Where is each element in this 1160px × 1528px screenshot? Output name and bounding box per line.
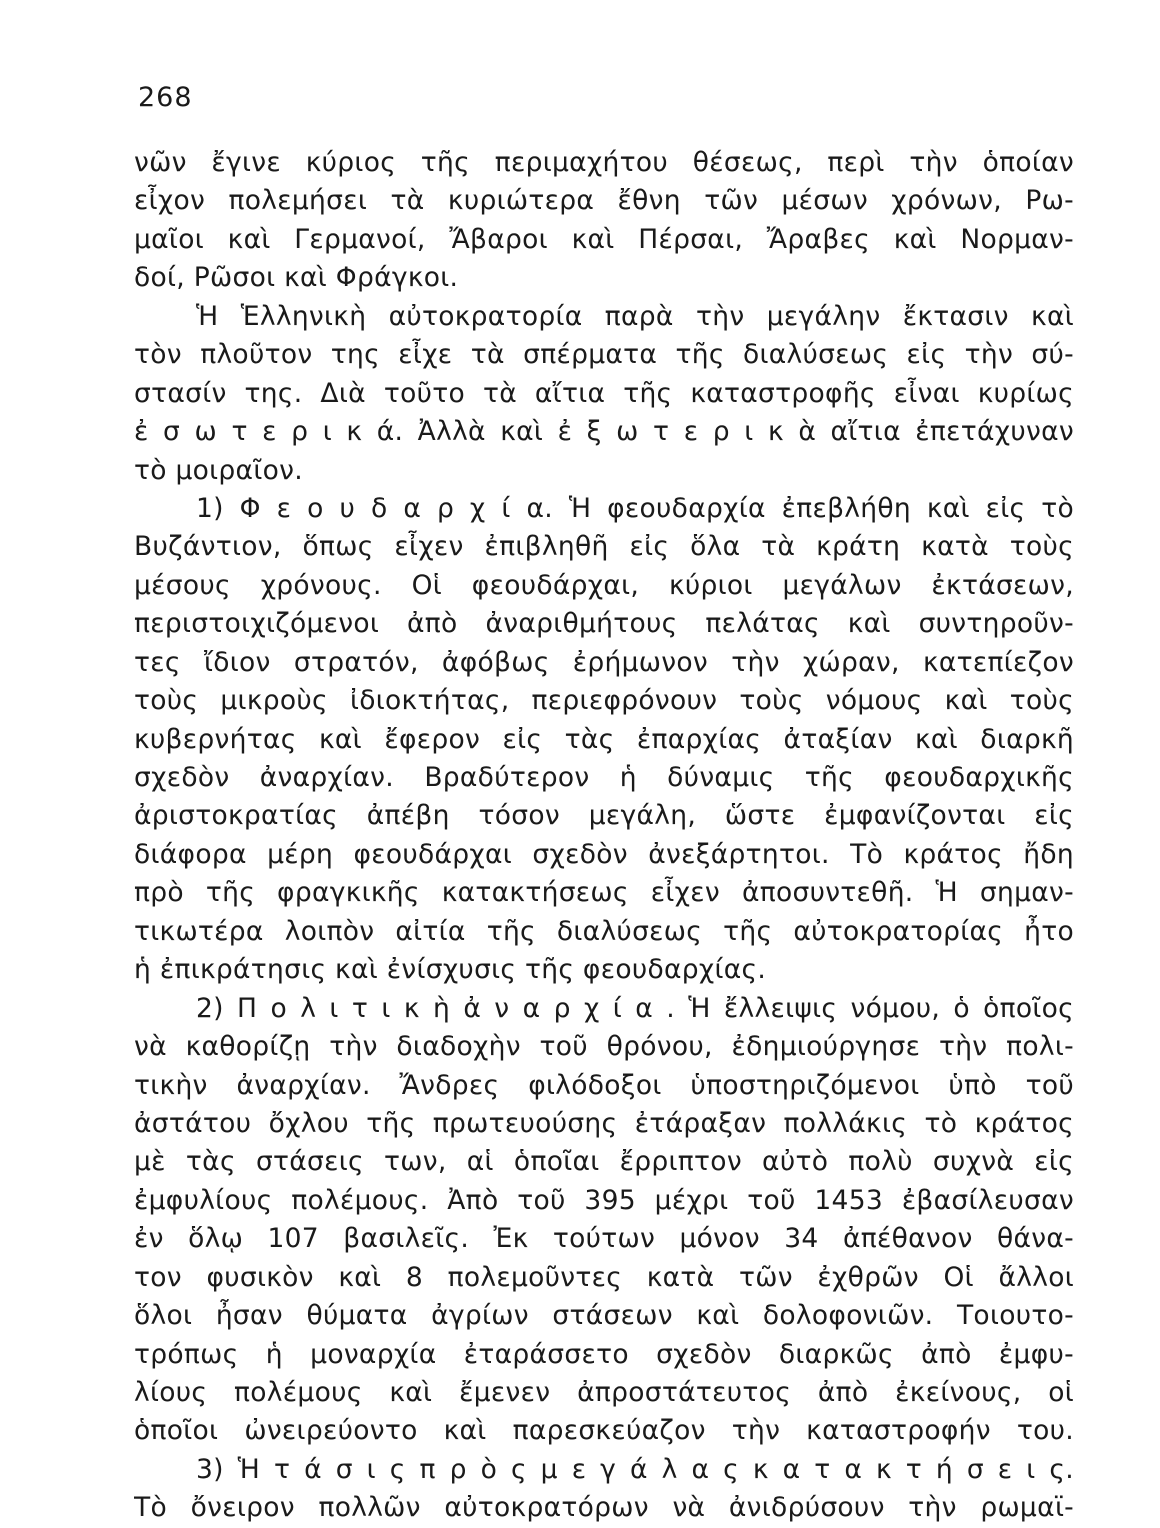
text-line: διάφορα μέρη φεουδάρχαι σχεδὸν ἀνεξάρτητοι. Τὸ κράτος ἤδη — [134, 838, 1074, 870]
text-line: ἀριστοκρατίας ἀπέβη τόσον μεγάλη, ὥστε ἐμφανίζονται εἰς — [134, 800, 1074, 832]
text-line: Ἡ Ἑλληνικὴ αὐτοκρατορία παρὰ τὴν μεγάλην ἔκτασιν καὶ — [196, 300, 1074, 332]
text-line: μὲ τὰς στάσεις των, αἱ ὁποῖαι ἔρριπτον αὐτὸ πολὺ συχνὰ εἰς — [134, 1146, 1074, 1178]
text-line: τες ἴδιον στρατόν, ἀφόβως ἐρήμωνον τὴν χώραν, κατεπίεζον — [134, 646, 1074, 678]
text-line: κυβερνήτας καὶ ἔφερον εἰς τὰς ἐπαρχίας ἀταξίαν καὶ διαρκῆ — [134, 723, 1074, 755]
text-line: τικὴν ἀναρχίαν. Ἄνδρες φιλόδοξοι ὑποστηριζόμενοι ὑπὸ τοῦ — [134, 1069, 1074, 1101]
page-body — [134, 144, 1074, 1528]
text-line: ἀστάτου ὄχλου τῆς πρωτευούσης ἐτάραξαν πολλάκις τὸ κράτος — [134, 1107, 1074, 1139]
text-line: ὁποῖοι ὠνειρεύοντο καὶ παρεσκεύαζον τὴν καταστροφήν του. — [134, 1415, 1074, 1447]
text-line: 2) Π ο λ ι τ ι κ ὴ ἀ ν α ρ χ ί α . Ἡ ἔλλειψις νόμου, ὁ ὁποῖος — [196, 992, 1074, 1024]
text-line: νὰ καθορίζῃ τὴν διαδοχὴν τοῦ θρόνου, ἐδημιούργησε τὴν πολι- — [134, 1031, 1074, 1063]
text-line: Τὸ ὄνειρον πολλῶν αὐτοκρατόρων νὰ ἀνιδρύσουν τὴν ρωμαϊ- — [134, 1492, 1074, 1524]
text-line: περιστοιχιζόμενοι ἀπὸ ἀναριθμήτους πελάτας καὶ συντηροῦν- — [134, 608, 1074, 640]
text-line: πρὸ τῆς φραγκικῆς κατακτήσεως εἶχεν ἀποσυντεθῆ. Ἡ σημαν- — [134, 877, 1074, 909]
text-line: 3) Ἡ τ ά σ ι ς π ρ ὸ ς μ ε γ ά λ α ς κ α τ α κ τ ή σ ε ι ς. — [196, 1453, 1074, 1485]
text-line: 1) Φ ε ο υ δ α ρ χ ί α. Ἡ φεουδαρχία ἐπεβλήθη καὶ εἰς τὸ — [196, 492, 1074, 524]
text-line: ἡ ἐπικράτησις καὶ ἐνίσχυσις τῆς φεουδαρχίας. — [134, 954, 767, 986]
text-line: τὸν πλοῦτον της εἶχε τὰ σπέρματα τῆς διαλύσεως εἰς τὴν σύ- — [134, 339, 1074, 371]
text-line: εἶχον πολεμήσει τὰ κυριώτερα ἔθνη τῶν μέσων χρόνων, Ρω- — [134, 185, 1074, 217]
text-line: ὅλοι ἦσαν θύματα ἀγρίων στάσεων καὶ δολοφονιῶν. Τοιουτο- — [134, 1300, 1074, 1332]
text-line: μαῖοι καὶ Γερμανοί, Ἄβαροι καὶ Πέρσαι, Ἄραβες καὶ Νορμαν- — [134, 223, 1074, 255]
text-line: λίους πολέμους καὶ ἔμενεν ἀπροστάτευτος ἀπὸ ἐκείνους, οἱ — [134, 1377, 1074, 1408]
text-line: Βυζάντιον, ὅπως εἶχεν ἐπιβληθῆ εἰς ὅλα τὰ κράτη κατὰ τοὺς — [134, 531, 1074, 563]
text-line: ἐμφυλίους πολέμους. Ἀπὸ τοῦ 395 μέχρι τοῦ 1453 ἐβασίλευσαν — [134, 1184, 1074, 1216]
text-line: τον φυσικὸν καὶ 8 πολεμοῦντες κατὰ τῶν ἐχθρῶν Οἱ ἄλλοι — [134, 1261, 1074, 1293]
text-line: ἐ σ ω τ ε ρ ι κ ά. Ἀλλὰ καὶ ἐ ξ ω τ ε ρ ι κ ὰ αἴτια ἐπετάχυναν — [134, 416, 1074, 448]
text-line: τοὺς μικροὺς ἰδιοκτήτας, περιεφρόνουν τοὺς νόμους καὶ τοὺς — [134, 685, 1074, 717]
text-line: τὸ μοιραῖον. — [134, 454, 303, 486]
text-line: μέσους χρόνους. Οἱ φεουδάρχαι, κύριοι μεγάλων ἐκτάσεων, — [134, 569, 1074, 601]
text-line: νῶν ἔγινε κύριος τῆς περιμαχήτου θέσεως, περὶ τὴν ὁποίαν — [134, 147, 1074, 178]
text-line: σχεδὸν ἀναρχίαν. Βραδύτερον ἡ δύναμις τῆς φεουδαρχικῆς — [134, 762, 1074, 793]
text-line: τρόπως ἡ μοναρχία ἐταράσσετο σχεδὸν διαρκῶς ἀπὸ ἐμφυ- — [134, 1338, 1074, 1370]
text-line: στασίν της. Διὰ τοῦτο τὰ αἴτια τῆς καταστροφῆς εἶναι κυρίως — [134, 377, 1074, 409]
text-line: τικωτέρα λοιπὸν αἰτία τῆς διαλύσεως τῆς αὐτοκρατορίας ἦτο — [134, 915, 1074, 947]
text-line: δοί, Ρῶσοι καὶ Φράγκοι. — [134, 262, 459, 294]
page-number: 268 — [138, 82, 193, 113]
text-line: ἐν ὅλῳ 107 βασιλεῖς. Ἐκ τούτων μόνον 34 ἀπέθανον θάνα- — [134, 1223, 1074, 1255]
